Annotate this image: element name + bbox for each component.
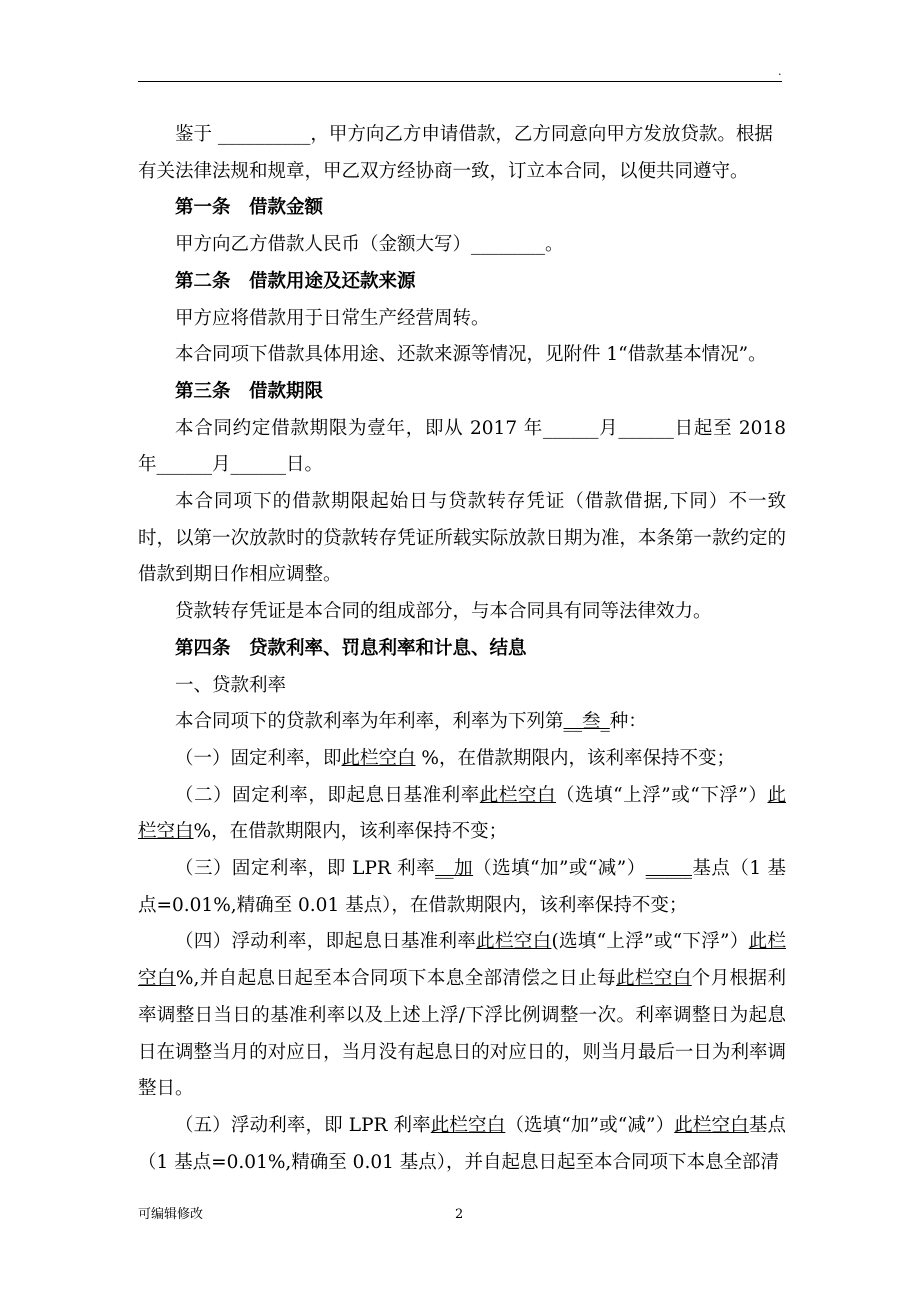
article-3-heading xyxy=(138,374,786,411)
section-heading: 一、贷款利率 xyxy=(175,674,287,696)
header-mark: . xyxy=(778,65,782,78)
article-title: 借款用途及还款来源 xyxy=(249,270,416,292)
article-3-paragraph: 贷款转存凭证是本合同的组成部分，与本合同具有同等法律效力。 xyxy=(175,601,712,623)
article-number: 第四条 xyxy=(175,637,231,659)
blank-field: 此栏空白 xyxy=(430,1114,506,1136)
article-number: 第三条 xyxy=(175,380,231,402)
document-body xyxy=(138,117,786,1181)
blank-field: 此栏空白 xyxy=(616,968,692,990)
blank-field: 此栏空白 xyxy=(341,747,416,769)
blank-field: 此栏空白 xyxy=(479,784,556,806)
blank-field: 此栏空白 xyxy=(674,1114,749,1136)
rate-choice-value: __叁_ xyxy=(563,711,610,733)
article-2-paragraph: 本合同项下借款具体用途、还款来源等情况，见附件 1“借款基本情况”。 xyxy=(175,344,767,366)
article-number: 第二条 xyxy=(175,270,231,292)
blank-field: 此栏空白 xyxy=(138,784,786,843)
article-2-heading xyxy=(138,264,786,301)
article-1-paragraph: 甲方向乙方借款人民币（金额大写）________。 xyxy=(175,234,564,256)
footer-note: 可编辑修改 xyxy=(138,1207,204,1222)
article-2-paragraph: 甲方应将借款用于日常生产经营周转。 xyxy=(175,307,490,329)
preamble-line-2: 有关法律法规和规章，甲乙双方经协商一致，订立本合同，以便共同遵守。 xyxy=(138,160,749,182)
article-3-paragraph: 本合同约定借款期限为壹年，即从 2017 年______月______日起至 2018 年______月______日。 xyxy=(138,417,786,476)
article-title: 借款期限 xyxy=(249,380,324,402)
rate-option-1: （一）固定利率，即此栏空白 %，在借款期限内，该利率保持不变； xyxy=(175,747,735,769)
blank-field: _____ xyxy=(645,858,692,880)
article-4-heading xyxy=(138,631,786,668)
article-title: 借款金额 xyxy=(249,197,324,219)
article-number: 第一条 xyxy=(175,197,231,219)
article-title: 贷款利率、罚息利率和计息、结息 xyxy=(249,637,527,659)
rate-option-5: （五）浮动利率，即 LPR 利率此栏空白（选填“加”或“减”）此栏空白基点（1 基点=0.01%,精确至 0.01 基点），并自起息日起至本合同项下本息全部清 xyxy=(138,1114,786,1173)
article-1-heading xyxy=(138,190,786,227)
header-rule xyxy=(138,81,782,82)
rate-choice-paragraph: 本合同项下的贷款利率为年利率，利率为下列第__叁_种： xyxy=(175,711,647,733)
rate-option-3-value: __加 xyxy=(435,858,474,880)
preamble-line-1: 鉴于 __________，甲方向乙方申请借款，乙方同意向甲方发放贷款。根据 xyxy=(175,124,773,145)
blank-field: 此栏空白 xyxy=(138,931,786,990)
page-number: 2 xyxy=(455,1207,464,1222)
article-3-paragraph: 本合同项下的借款期限起始日与贷款转存凭证（借款借据,下同）不一致时，以第一次放款时的贷款转存凭证所载实际放款日期为准，本条第一款约定的借款到期日作相应调整。 xyxy=(138,491,786,586)
rate-option-4: （四）浮动利率，即起息日基准利率此栏空白(选填“上浮”或“下浮”）此栏空白%,并自起息日起至本合同项下本息全部清偿之日止每此栏空白个月根据利率调整日当日的基准利率以及上述上浮/下浮比例调整一次。利率调整日为起息日在调整当月的对应日，当月没有起息日的对应日的，则当月最后一日为利率调整日。 xyxy=(138,931,786,1100)
rate-option-2: （二）固定利率，即起息日基准利率此栏空白（选填“上浮”或“下浮”）此栏空白%，在借款期限内，该利率保持不变； xyxy=(138,784,786,843)
blank-field: 此栏空白 xyxy=(476,931,552,953)
rate-option-3: （三）固定利率，即 LPR 利率__加（选填“加”或“减”）_____基点（1 基点=0.01%,精确至 0.01 基点），在借款期限内，该利率保持不变； xyxy=(138,858,786,916)
